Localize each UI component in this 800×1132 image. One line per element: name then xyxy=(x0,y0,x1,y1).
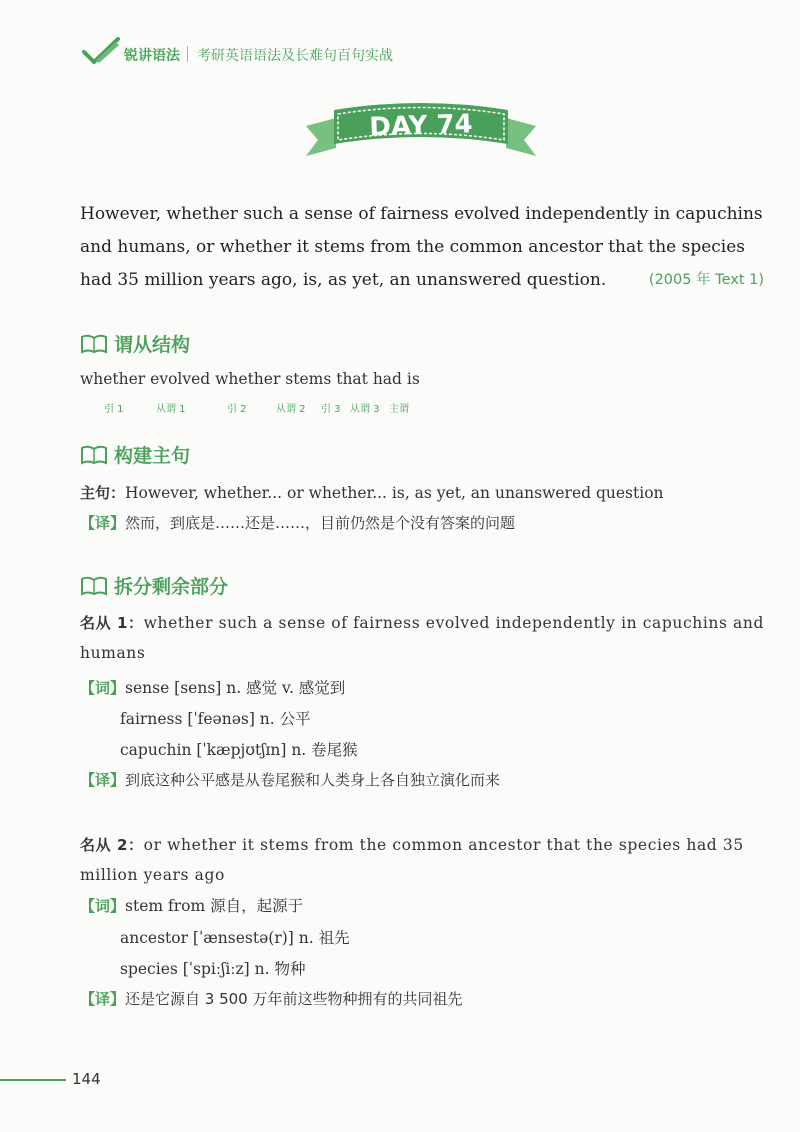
clause1-translation: 到底这种公平感是从卷尾猴和人类身上各自独立演化而来 xyxy=(125,771,501,789)
vocab-item: stem from 源自，起源于 xyxy=(125,897,304,915)
section-head-split xyxy=(80,571,228,599)
open-book-icon xyxy=(80,574,108,596)
day-banner xyxy=(306,96,536,160)
open-book-icon xyxy=(80,332,108,354)
translation-tag: 【译】 xyxy=(80,514,126,532)
structure-label: 从谓 3 xyxy=(350,404,380,415)
banner-text: DAY 74 xyxy=(368,109,474,143)
vocab-item: ancestor [ˈænsestə(r)] n. 祖先 xyxy=(120,929,350,947)
section-title-main: 构建主句 xyxy=(114,444,191,467)
clause2-label: 名从 2： xyxy=(80,836,144,854)
vocab-item: species [ˈspiːʃiːz] n. 物种 xyxy=(120,960,306,978)
footer-rule xyxy=(0,1079,66,1081)
vocab-tag: 【词】 xyxy=(80,897,126,915)
vocab-tag: 【词】 xyxy=(80,679,126,697)
header-separator xyxy=(187,46,188,62)
main-clause-line xyxy=(80,482,664,503)
clause1-vocab-line xyxy=(80,676,345,698)
clause1-label: 名从 1： xyxy=(80,614,144,632)
structure-label: 从谓 1 xyxy=(156,404,186,415)
clause2-translation: 还是它源自 3 500 万年前这些物种拥有的共同祖先 xyxy=(125,990,463,1008)
clause1-translation-line xyxy=(80,769,500,790)
clause2-translation-line xyxy=(80,988,463,1009)
main-translation: 然而，到底是……还是……，目前仍然是个没有答案的问题 xyxy=(125,514,516,532)
intro-source: (2005 年 Text 1) xyxy=(648,272,764,288)
section-head-main xyxy=(80,440,190,468)
section-title-split: 拆分剩余部分 xyxy=(114,575,229,598)
section-head-structure xyxy=(80,329,190,357)
main-clause-text: However, whether... or whether... is, as yet, an unanswered question xyxy=(125,484,664,502)
structure-labels xyxy=(80,400,440,414)
header-subtitle: 考研英语语法及长难句百句实战 xyxy=(197,48,393,64)
pen-check-icon xyxy=(82,36,122,66)
vocab-item: sense [sens] n. 感觉 v. 感觉到 xyxy=(125,679,346,697)
open-book-icon xyxy=(80,443,108,465)
header-brand: 锐讲语法 xyxy=(124,48,180,64)
translation-tag: 【译】 xyxy=(80,771,126,789)
structure-label: 主谓 xyxy=(389,404,409,415)
clause2-text: or whether it stems from the common ancestor that the species had 35 million years ago xyxy=(80,836,744,884)
structure-label: 引 3 xyxy=(321,404,341,415)
clause1-text: whether such a sense of fairness evolved independently in capuchins and humans xyxy=(80,614,764,662)
vocab-item: capuchin [ˈkæpjʊtʃɪn] n. 卷尾猴 xyxy=(120,741,358,759)
clause1-paragraph xyxy=(80,608,764,668)
clause2-vocab-line xyxy=(80,894,303,916)
main-translation-line xyxy=(80,512,515,533)
structure-label: 从谓 2 xyxy=(276,404,306,415)
main-clause-label: 主句： xyxy=(80,484,126,502)
clause2-paragraph xyxy=(80,830,764,890)
structure-line: whether evolved whether stems that had is xyxy=(80,370,420,388)
structure-label: 引 2 xyxy=(227,404,247,415)
translation-tag: 【译】 xyxy=(80,990,126,1008)
structure-label: 引 1 xyxy=(104,404,124,415)
page-number: 144 xyxy=(72,1070,101,1088)
intro-block xyxy=(80,198,764,297)
section-title-structure: 谓从结构 xyxy=(114,333,191,356)
vocab-item: fairness [ˈfeənəs] n. 公平 xyxy=(120,710,311,728)
intro-sentence: However, whether such a sense of fairness evolved independently in capuchins and humans, or whether it stems from the common ancestor that the species had 35 million years ago, is, as yet, an unanswered question. xyxy=(80,204,763,290)
